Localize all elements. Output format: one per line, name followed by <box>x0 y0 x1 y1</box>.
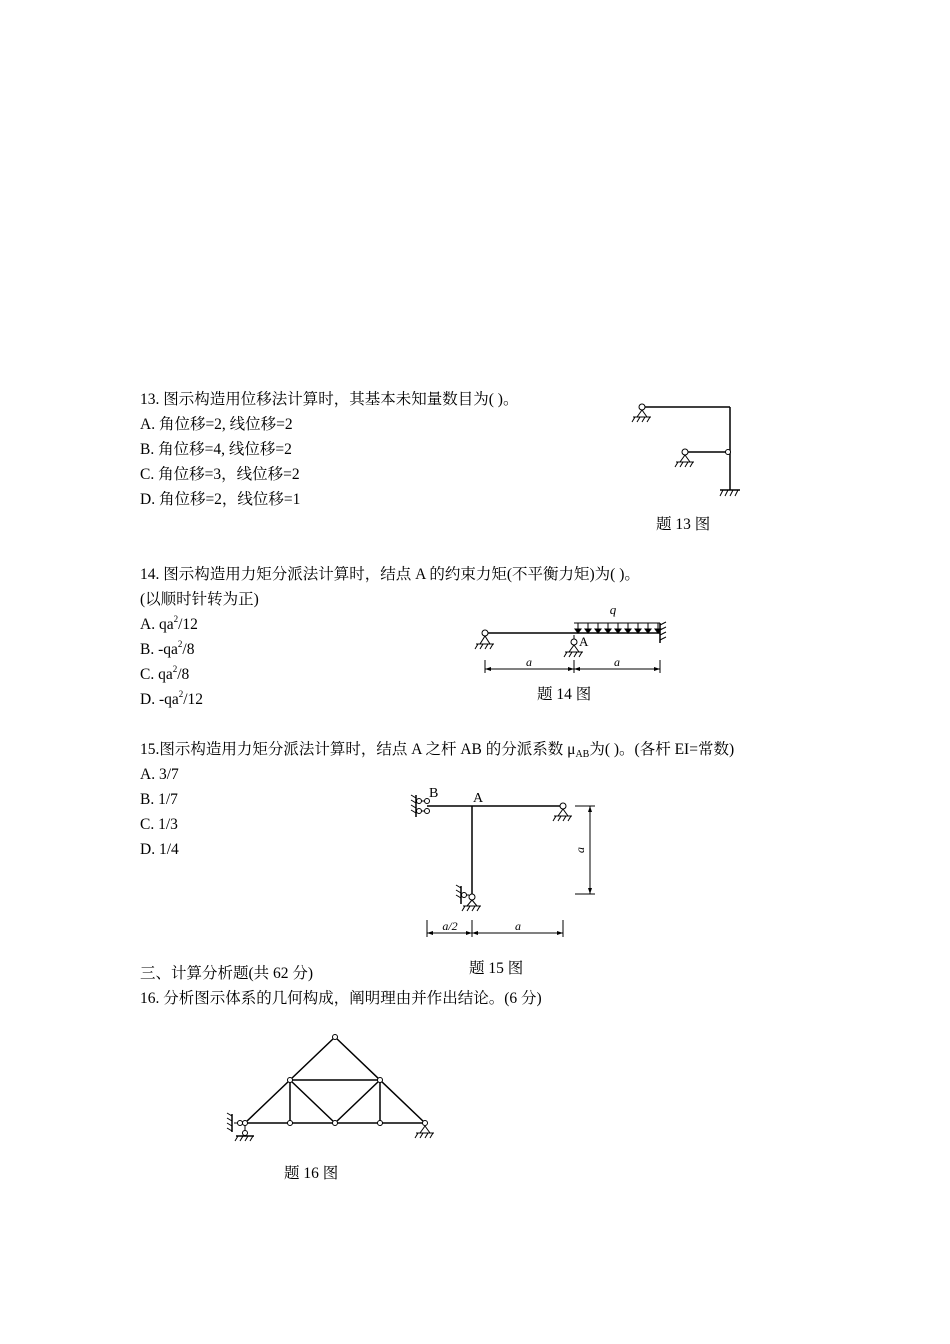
q15-dim-h1: a/2 <box>442 919 458 933</box>
q14-stem: 14. 图示构造用力矩分派法计算时，结点 A 的约束力矩(不平衡力矩)为( )。 <box>140 566 640 583</box>
q15-stem: 15.图示构造用力矩分派法计算时，结点 A 之杆 AB 的分派系数 $\mu_{AB}$为( )。(各杆 EI=常数) <box>140 741 735 760</box>
section-3-heading: 三、计算分析题(共 62 分) <box>140 965 314 982</box>
q13-option-a: A. 角位移=2, 线位移=2 <box>140 416 293 433</box>
q14-dim-2: a <box>614 655 620 669</box>
q14-load-label: q <box>609 602 617 617</box>
q15-option-c: C. 1/3 <box>140 816 178 833</box>
q14-figure <box>470 590 685 675</box>
q13-option-d: D. 角位移=2，线位移=1 <box>140 491 301 508</box>
q14-node-label: A <box>579 634 589 649</box>
q16-figure <box>220 1030 440 1150</box>
q15-label-b: B <box>429 786 439 801</box>
q14-option-a: A. $qa^2/12$ <box>140 614 198 633</box>
q13-figure <box>625 400 755 505</box>
q15-option-a: A. 3/7 <box>140 766 179 783</box>
q14-caption: 题 14 图 <box>537 686 592 703</box>
q13-option-b: B. 角位移=4, 线位移=2 <box>140 441 292 458</box>
q15-option-b: B. 1/7 <box>140 791 178 808</box>
q14-option-c: C. $qa^2/8$ <box>140 664 190 683</box>
q15-label-a: A <box>473 791 484 806</box>
q15-caption: 题 15 图 <box>469 960 524 977</box>
q15-dim-h2: a <box>515 919 521 933</box>
q16-caption: 题 16 图 <box>284 1165 339 1182</box>
q15-dim-vertical: a <box>573 847 587 853</box>
q14-note: (以顺时针转为正) <box>140 591 259 608</box>
q13-option-c: C. 角位移=3，线位移=2 <box>140 466 300 483</box>
q16-stem: 16. 分析图示体系的几何构成，阐明理由并作出结论。(6 分) <box>140 990 542 1007</box>
q15-option-d: D. 1/4 <box>140 841 179 858</box>
q14-option-b: B. $-qa^2/8$ <box>140 639 195 658</box>
q13-stem: 13. 图示构造用位移法计算时，其基本未知量数目为( )。 <box>140 391 519 408</box>
q14-option-d: D. $-qa^2/12$ <box>140 689 204 708</box>
q14-dim-1: a <box>526 655 532 669</box>
q15-figure <box>400 780 610 940</box>
q13-caption: 题 13 图 <box>656 516 711 533</box>
